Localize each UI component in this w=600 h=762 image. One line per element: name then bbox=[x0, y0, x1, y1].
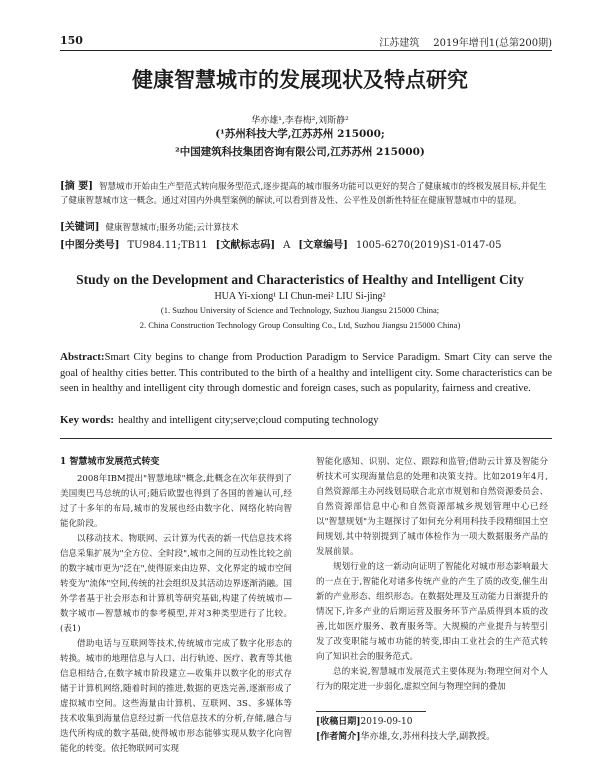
authors-en: HUA Yi-xiong¹ LI Chun-mei² LIU Si-jing² bbox=[214, 291, 386, 302]
affiliation-cn-2: ²中国建筑科技集团咨询有限公司,江苏苏州 215000) bbox=[175, 146, 425, 158]
body-paragraph: 以移动技术、物联网、云计算为代表的新一代信息技术将信息采集扩展为"全方位、全时段",城市之间的互动性比较之前的数字城市更为"泛在",使得原来由边界、文化界定的城市空间转变为"流体"空间,传统的社会组织及其活动边界逐渐消融。国外学者基于社会形态和计算机等研究基础,构建了传统城市—数字城市—智慧城市的参考模型,并对3种类型进行了比较。(表1) bbox=[60, 534, 292, 634]
abstract-cn-text: 智慧城市开始由生产型范式转向服务型范式,逐步提高的城市服务功能可以更好的契合了健康城市的终极发展目标,并促生了健康智慧城市这一概念。通过对国内外典型案例的解读,可以看到普及性、公平性及创新性特征在健康智慧城市中的显现。 bbox=[60, 182, 547, 206]
bio-label: [作者简介] bbox=[316, 732, 361, 742]
received-date bbox=[316, 714, 412, 727]
body-paragraph: 总的来说,智慧城市发展范式主要体现为:物理空间对个人行为的限定进一步弱化,虚拟空间与物理空间的叠加 bbox=[316, 667, 548, 692]
clc-value: TU984.11;TB11 bbox=[127, 240, 208, 251]
header-rule bbox=[60, 50, 552, 51]
journal-info bbox=[379, 34, 552, 49]
abstract-en-text: Smart City begins to change from Production Paradigm to Service Paradigm. Smart City can serve the goal of healthy cities better. This contributed to the birth of a healthy and intelligent city. Some characteristics can be seen in healthy and intelligent city through domestic and foreign cases, such as popularity, fairness and creative. bbox=[60, 352, 552, 394]
article-id-label: [文章编号] bbox=[298, 240, 348, 251]
clc-label: [中图分类号] bbox=[60, 240, 120, 251]
keywords-cn-text: 健康智慧城市;服务功能;云计算技术 bbox=[105, 223, 239, 233]
body-paragraph: 智能化感知、识别、定位、跟踪和监管;借助云计算及智能分析技术可实现海量信息的处理和决策支持。比如2019年4月,自然资源部主办河线划局联合北京市规划和自然资源委员会、自然资源部信息中心和自然资源部城乡规划管理中心已经以"智慧规划"为主题探讨了如何充分利用科技手段精细国土空间规划,其中特别提到了城市体检作为一项大数据服务产品的发展前景。 bbox=[316, 457, 548, 557]
abstract-cn bbox=[60, 180, 552, 208]
section-divider bbox=[60, 438, 552, 439]
body-paragraph: 规划行业的这一新动向证明了智能化对城市形态影响最大的一点在于,智能化对诸多传统产业的产生了质的改变,催生出新的产业形态、组织形态。在数据处理及互动能力日渐提升的情况下,许多产业的后期运营及服务环节产品质得到本质的改善,比如医疗服务、教育服务等。大规模的产业提升与转型引发了改变职能与城市功能的转变,即由工业社会的生产范式转向了知识社会的服务范式。 bbox=[316, 562, 548, 662]
article-id-value: 1005-6270(2019)S1-0147-05 bbox=[355, 240, 502, 251]
bio-value: 华亦雄,女,苏州科技大学,副教授。 bbox=[360, 732, 496, 742]
section-heading: 1 智慧城市发展范式转变 bbox=[60, 457, 160, 467]
running-header bbox=[60, 34, 552, 48]
authors-cn: 华亦雄¹,李春梅²,刘斯静² bbox=[251, 116, 349, 126]
affiliation-en-1: (1. Suzhou University of Science and Technology, Suzhou Jiangsu 215000 China; bbox=[160, 305, 440, 315]
body-column-left bbox=[60, 455, 292, 757]
keywords-cn-label: [关键词] bbox=[60, 222, 100, 233]
journal-name: 江苏建筑 bbox=[379, 38, 420, 49]
footnote-rule bbox=[316, 711, 426, 712]
body-column-right bbox=[316, 455, 548, 695]
abstract-en bbox=[60, 350, 552, 397]
journal-issue: 2019年增刊1(总第200期) bbox=[433, 38, 552, 49]
received-label: [收稿日期] bbox=[316, 717, 361, 727]
doc-code-label: [文献标志码] bbox=[215, 240, 276, 251]
body-paragraph: 借助电话与互联网等技术,传统城市完成了数字化形态的转换。城市的地理信息与人口、出行轨迹、医疗、教育等其他信息相结合,在数字城市阶段建立—收集并以数字化的形式存储于计算机网络,随着时间的推进,数据的更迭完善,逐渐形成了虚拟城市空间。这些海量由计算机、互联网、3S、多媒体等技术收集到海量信息经过新一代信息技术的分析,存储,融合与迭代所构成的数字基础,使得城市形态能够实现从数字化向智能化的转变。依托物联网可实现 bbox=[60, 639, 292, 754]
doc-code-value: A bbox=[283, 240, 291, 251]
article-title-cn: 健康智慧城市的发展现状及特点研究 bbox=[132, 68, 468, 92]
keywords-en bbox=[60, 414, 552, 426]
classification-line bbox=[60, 236, 552, 251]
affiliation-en-2: 2. China Construction Technology Group Consulting Co., Ltd, Suzhou Jiangsu 215000 China) bbox=[139, 320, 461, 330]
article-title-en: Study on the Development and Characteristics of Healthy and Intelligent City bbox=[76, 272, 524, 287]
keywords-cn bbox=[60, 221, 552, 235]
abstract-cn-label: [摘 要] bbox=[60, 181, 93, 192]
author-bio bbox=[316, 729, 495, 742]
abstract-en-label: Abstract: bbox=[60, 351, 105, 363]
affiliation-cn-1: (¹苏州科技大学,江苏苏州 215000; bbox=[215, 128, 385, 140]
received-value: 2019-09-10 bbox=[360, 717, 413, 727]
keywords-en-text: healthy and intelligent city;serve;cloud computing technology bbox=[118, 415, 379, 426]
page-number: 150 bbox=[60, 34, 83, 47]
keywords-en-label: Key words: bbox=[60, 414, 115, 426]
body-paragraph: 2008年IBM提出"智慧地球"概念,此概念在次年获得到了美国奥巴马总统的认可;随后欧盟也得到了各国的普遍认可,经过了十多年的布局,城市的发展也经由数字化、网络化转向智能化阶段。 bbox=[60, 474, 292, 529]
